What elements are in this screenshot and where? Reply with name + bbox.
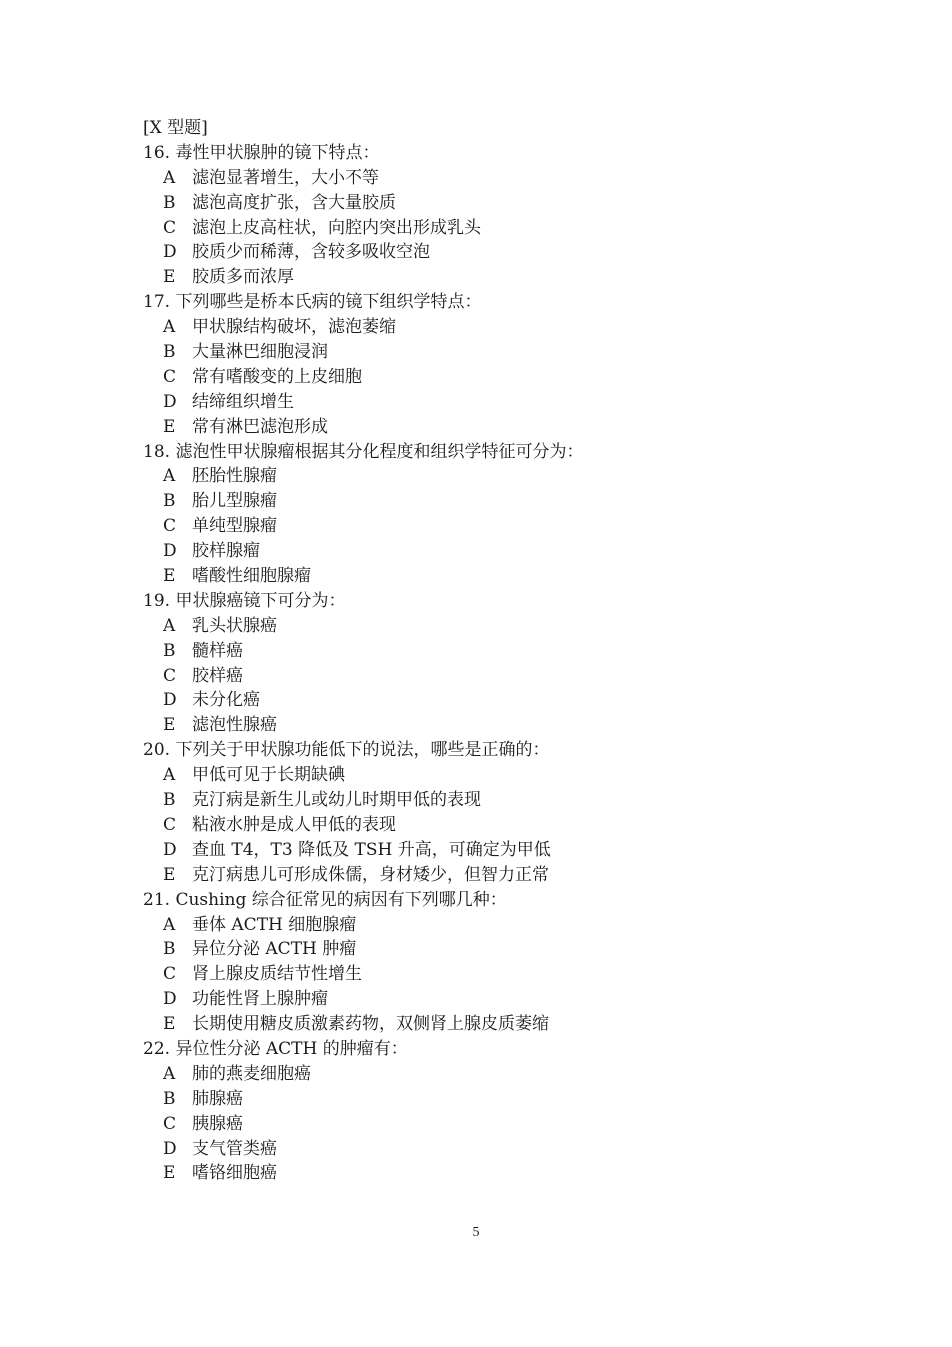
option-letter: B <box>163 939 176 960</box>
option-text: 查血 T4，T3 降低及 TSH 升高，可确定为甲低 <box>192 839 551 860</box>
option-letter: E <box>163 1014 176 1035</box>
answer-option <box>143 564 863 589</box>
answer-option <box>143 813 863 838</box>
answer-option <box>143 514 863 539</box>
question-stem <box>143 290 863 315</box>
question-text: Cushing 综合征常见的病因有下列哪几种： <box>175 889 507 910</box>
option-letter: B <box>163 192 176 213</box>
answer-option <box>143 240 863 265</box>
answer-option <box>143 216 863 241</box>
answer-option <box>143 614 863 639</box>
section-heading: [X 型题] <box>143 118 208 138</box>
option-text: 异位分泌 ACTH 肿瘤 <box>192 939 357 960</box>
question-stem <box>143 141 863 166</box>
question-number: 22. <box>143 1038 171 1059</box>
option-text: 结缔组织增生 <box>192 391 294 412</box>
option-text: 常有嗜酸变的上皮细胞 <box>192 366 362 387</box>
answer-option <box>143 539 863 564</box>
question-text: 下列关于甲状腺功能低下的说法，哪些是正确的： <box>175 740 550 761</box>
option-letter: E <box>163 1163 176 1184</box>
answer-option <box>143 1112 863 1137</box>
option-letter: E <box>163 566 176 587</box>
option-text: 胶质少而稀薄，含较多吸收空泡 <box>192 242 430 263</box>
option-letter: C <box>163 1113 177 1134</box>
option-letter: D <box>163 541 177 562</box>
option-letter: C <box>163 217 177 238</box>
option-text: 大量淋巴细胞浸润 <box>192 342 328 363</box>
option-text: 单纯型腺瘤 <box>192 516 277 537</box>
option-letter: A <box>163 167 176 188</box>
option-letter: E <box>163 715 176 736</box>
question-number: 16. <box>143 142 171 163</box>
answer-option <box>143 415 863 440</box>
option-letter: D <box>163 690 177 711</box>
answer-option <box>143 1062 863 1087</box>
question-number: 17. <box>143 292 171 313</box>
answer-option <box>143 340 863 365</box>
answer-option <box>143 315 863 340</box>
option-letter: A <box>163 914 176 935</box>
answer-option <box>143 1087 863 1112</box>
option-letter: A <box>163 615 176 636</box>
answer-option <box>143 489 863 514</box>
option-letter: E <box>163 416 176 437</box>
option-text: 滤泡性腺癌 <box>192 715 277 736</box>
option-letter: C <box>163 516 177 537</box>
question-stem <box>143 589 863 614</box>
answer-option <box>143 1161 863 1186</box>
answer-option <box>143 191 863 216</box>
answer-option <box>143 913 863 938</box>
answer-option <box>143 688 863 713</box>
option-text: 甲低可见于长期缺碘 <box>192 765 345 786</box>
option-letter: B <box>163 790 176 811</box>
option-text: 胎儿型腺瘤 <box>192 491 277 512</box>
option-letter: B <box>163 1088 176 1109</box>
option-text: 甲状腺结构破坏，滤泡萎缩 <box>192 317 396 338</box>
option-letter: D <box>163 242 177 263</box>
option-text: 粘液水肿是成人甲低的表现 <box>192 814 396 835</box>
option-letter: E <box>163 267 176 288</box>
question-text: 毒性甲状腺肿的镜下特点： <box>175 142 380 163</box>
question-text: 异位性分泌 ACTH 的肿瘤有： <box>175 1038 408 1059</box>
answer-option <box>143 265 863 290</box>
option-letter: A <box>163 765 176 786</box>
option-letter: A <box>163 317 176 338</box>
answer-option <box>143 464 863 489</box>
option-text: 肺的燕麦细胞癌 <box>192 1063 311 1084</box>
option-text: 功能性肾上腺肿瘤 <box>192 989 328 1010</box>
answer-option <box>143 390 863 415</box>
answer-option <box>143 1012 863 1037</box>
option-letter: A <box>163 466 176 487</box>
option-text: 肾上腺皮质结节性增生 <box>192 964 362 985</box>
question-number: 20. <box>143 740 171 761</box>
option-text: 长期使用糖皮质激素药物，双侧肾上腺皮质萎缩 <box>192 1014 549 1035</box>
option-text: 支气管类癌 <box>192 1138 277 1159</box>
option-text: 克汀病患儿可形成侏儒，身材矮少，但智力正常 <box>192 864 549 885</box>
option-text: 常有淋巴滤泡形成 <box>192 416 328 437</box>
option-letter: D <box>163 391 177 412</box>
answer-option <box>143 838 863 863</box>
answer-option <box>143 763 863 788</box>
option-text: 胶样腺瘤 <box>192 541 260 562</box>
page-number: 5 <box>472 1225 480 1240</box>
answer-option <box>143 987 863 1012</box>
answer-option <box>143 365 863 390</box>
question-number: 21. <box>143 889 171 910</box>
option-letter: B <box>163 640 176 661</box>
option-text: 滤泡高度扩张，含大量胶质 <box>192 192 396 213</box>
option-letter: D <box>163 839 177 860</box>
option-text: 滤泡显著增生，大小不等 <box>192 167 379 188</box>
option-text: 髓样癌 <box>192 640 243 661</box>
option-letter: B <box>163 342 176 363</box>
option-letter: C <box>163 665 177 686</box>
option-letter: E <box>163 864 176 885</box>
question-stem <box>143 738 863 763</box>
answer-option <box>143 1137 863 1162</box>
answer-option <box>143 166 863 191</box>
option-text: 肺腺癌 <box>192 1088 243 1109</box>
question-stem <box>143 1037 863 1062</box>
question-stem <box>143 888 863 913</box>
answer-option <box>143 962 863 987</box>
option-text: 垂体 ACTH 细胞腺瘤 <box>192 914 357 935</box>
option-letter: C <box>163 964 177 985</box>
option-text: 嗜铬细胞癌 <box>192 1163 277 1184</box>
question-text: 甲状腺癌镜下可分为： <box>175 590 346 611</box>
option-letter: C <box>163 366 177 387</box>
answer-option <box>143 788 863 813</box>
option-letter: C <box>163 814 177 835</box>
question-text: 滤泡性甲状腺瘤根据其分化程度和组织学特征可分为： <box>175 441 584 462</box>
answer-option <box>143 713 863 738</box>
question-number: 18. <box>143 441 171 462</box>
option-letter: B <box>163 491 176 512</box>
question-stem <box>143 440 863 465</box>
answer-option <box>143 664 863 689</box>
question-number: 19. <box>143 590 171 611</box>
question-text: 下列哪些是桥本氏病的镜下组织学特点： <box>175 292 482 313</box>
option-text: 胶样癌 <box>192 665 243 686</box>
option-text: 胶质多而浓厚 <box>192 267 294 288</box>
option-letter: D <box>163 989 177 1010</box>
question-list <box>143 141 863 1186</box>
option-text: 嗜酸性细胞腺瘤 <box>192 566 311 587</box>
option-text: 滤泡上皮高柱状，向腔内突出形成乳头 <box>192 217 481 238</box>
answer-option <box>143 937 863 962</box>
document-body <box>143 116 863 1186</box>
option-letter: A <box>163 1063 176 1084</box>
option-letter: D <box>163 1138 177 1159</box>
option-text: 乳头状腺癌 <box>192 615 277 636</box>
answer-option <box>143 639 863 664</box>
option-text: 克汀病是新生儿或幼儿时期甲低的表现 <box>192 790 481 811</box>
option-text: 胰腺癌 <box>192 1113 243 1134</box>
option-text: 未分化癌 <box>192 690 260 711</box>
answer-option <box>143 863 863 888</box>
option-text: 胚胎性腺瘤 <box>192 466 277 487</box>
